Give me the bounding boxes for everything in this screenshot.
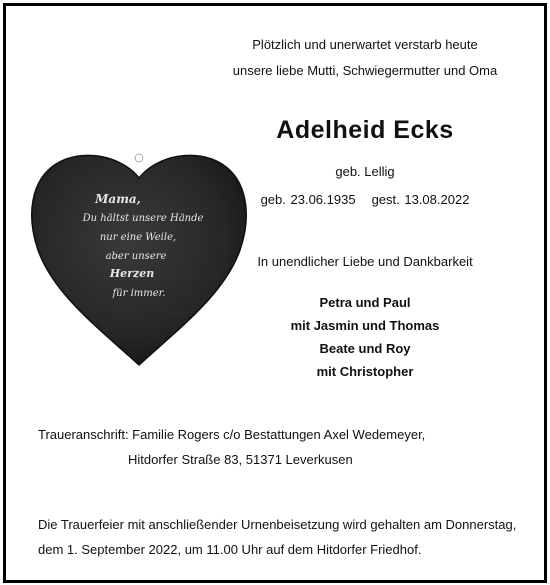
hanging-hole: [135, 154, 143, 162]
intro-text: [200, 32, 530, 84]
ceremony-info: [38, 512, 516, 562]
love-line: In unendlicher Liebe und Dankbarkeit: [257, 254, 473, 269]
family-member: mit Christopher: [316, 364, 414, 379]
heart-line-3: nur eine Weile,: [99, 232, 177, 243]
death-date: gest. 13.08.2022: [371, 192, 470, 207]
ceremony-line-1: Die Trauerfeier mit anschließender Urnenbeisetzung wird gehalten am Donnerstag,: [38, 517, 517, 532]
birth-date: geb. 23.06.1935: [260, 192, 356, 207]
deceased-name: Adelheid Ecks: [276, 116, 454, 144]
family-member: Petra und Paul: [319, 295, 411, 310]
heart-line-6: für immer.: [112, 288, 166, 299]
address-line-1: Traueranschrift: Familie Rogers c/o Bestattungen Axel Wedemeyer,: [38, 427, 426, 442]
heart-line-1: Mama,: [95, 192, 141, 206]
intro-line-2: unsere liebe Mutti, Schwiegermutter und Oma: [232, 63, 498, 78]
slate-heart-image: [26, 150, 252, 368]
birth-name: geb. Lellig: [335, 164, 395, 179]
heart-line-4: aber unsere: [105, 251, 167, 262]
family-member: mit Jasmin und Thomas: [290, 318, 440, 333]
address-line-2: Hitdorfer Straße 83, 51371 Leverkusen: [128, 452, 353, 467]
intro-line-1: Plötzlich und unerwartet verstarb heute: [252, 37, 478, 52]
ceremony-line-2: dem 1. September 2022, um 11.00 Uhr auf dem Hitdorfer Friedhof.: [38, 542, 422, 557]
heart-line-2: Du hältst unsere Hände: [82, 213, 204, 224]
family-member: Beate und Roy: [319, 341, 411, 356]
heart-line-5: Herzen: [109, 267, 155, 280]
